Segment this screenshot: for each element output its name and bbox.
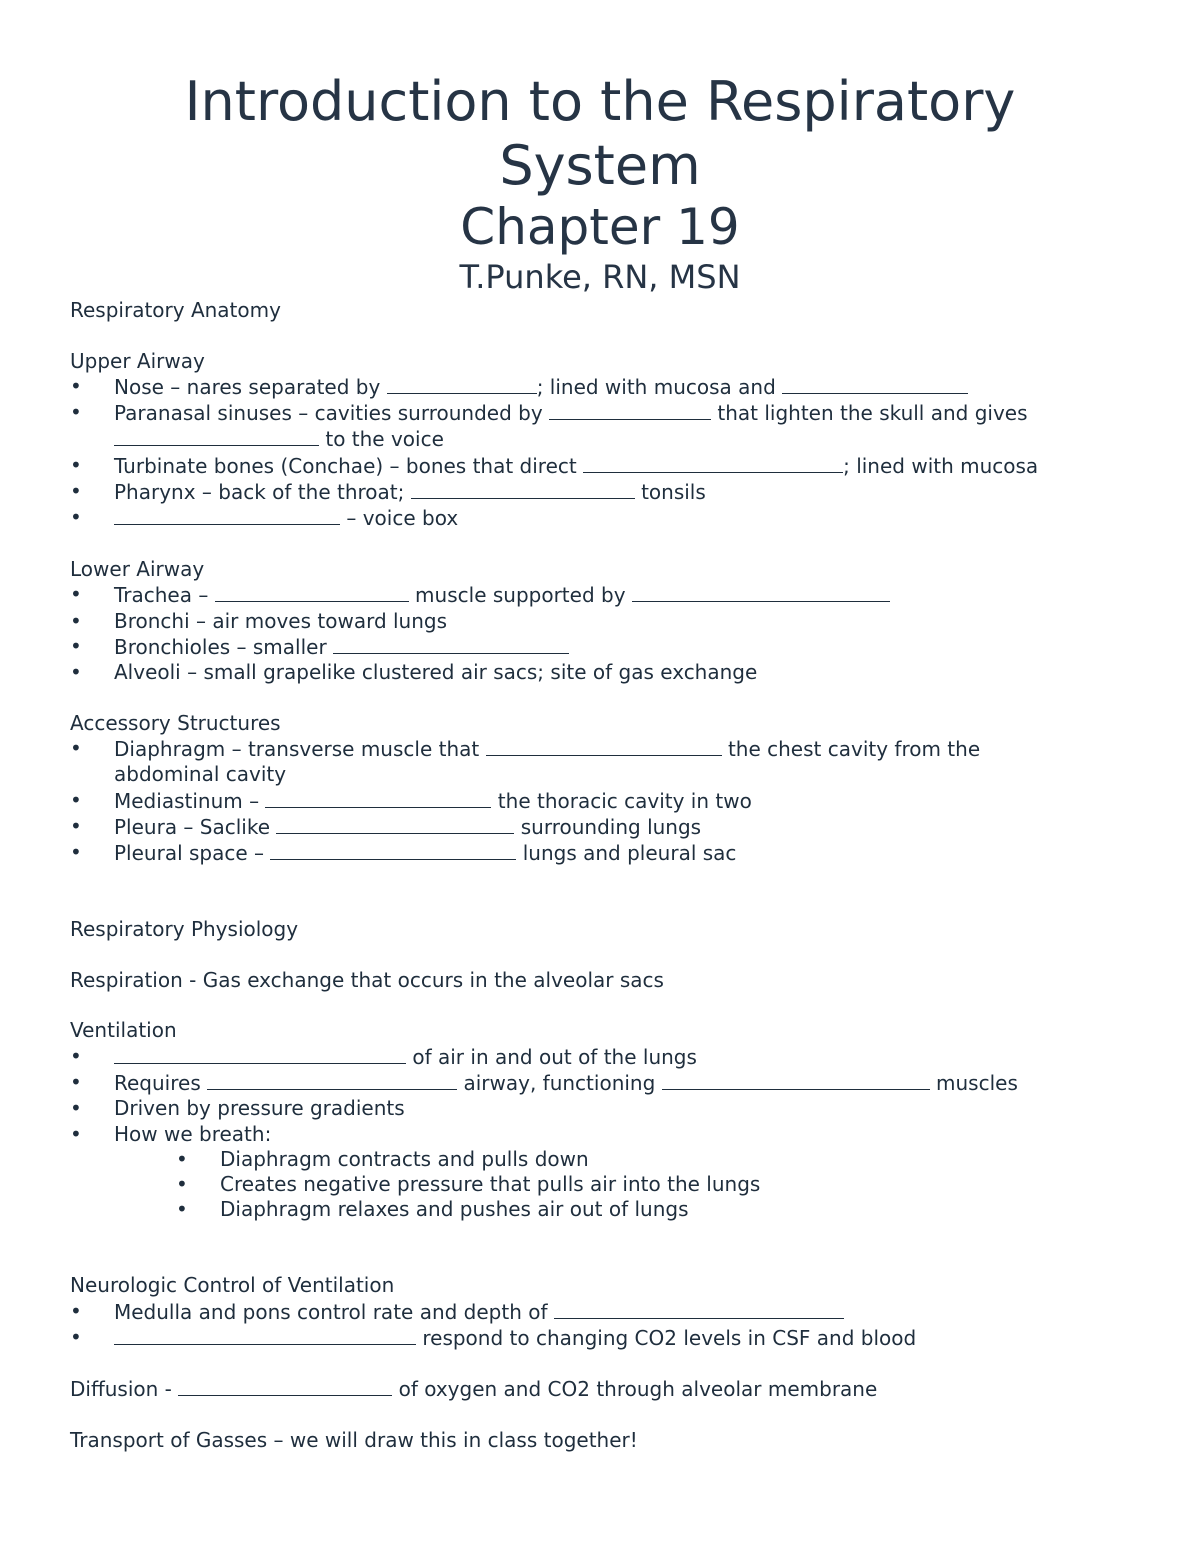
- list-item: • Mediastinum – the thoracic cavity in two: [70, 788, 1130, 814]
- sub-list-item: • Diaphragm relaxes and pushes air out of lungs: [70, 1197, 1130, 1222]
- list-item: • Pharynx – back of the throat; tonsils: [70, 479, 1130, 505]
- list-item: • Bronchi – air moves toward lungs: [70, 609, 1130, 634]
- subheading-upper-airway: Upper Airway: [70, 348, 205, 373]
- list-item: • Pleural space – lungs and pleural sac: [70, 840, 1130, 866]
- fill-blank[interactable]: [583, 453, 843, 473]
- fill-blank[interactable]: [178, 1376, 392, 1396]
- list-item: • Bronchioles – smaller: [70, 634, 1130, 660]
- fill-blank[interactable]: [215, 582, 409, 602]
- list-item: • Driven by pressure gradients: [70, 1096, 1130, 1121]
- fill-blank[interactable]: [411, 479, 635, 499]
- fill-blank[interactable]: [782, 374, 968, 394]
- list-item-continuation: abdominal cavity: [114, 762, 287, 787]
- transport-note: Transport of Gasses – we will draw this in class together!: [70, 1428, 638, 1453]
- sub-list-item: • Creates negative pressure that pulls air into the lungs: [70, 1172, 1130, 1197]
- list-item: • Alveoli – small grapelike clustered air sacs; site of gas exchange: [70, 660, 1130, 685]
- list-item: • Requires airway, functioning muscles: [70, 1070, 1130, 1096]
- title-line-1: Introduction to the Respiratory: [184, 70, 1016, 133]
- list-item: • Paranasal sinuses – cavities surrounded by that lighten the skull and gives: [70, 400, 1130, 426]
- subheading-ventilation: Ventilation: [70, 1018, 177, 1043]
- fill-blank[interactable]: [554, 1299, 844, 1319]
- list-item: • Turbinate bones (Conchae) – bones that direct ; lined with mucosa: [70, 453, 1130, 479]
- list-item: • Pleura – Saclike surrounding lungs: [70, 814, 1130, 840]
- author-line: T.Punke, RN, MSN: [459, 258, 741, 296]
- subheading-lower-airway: Lower Airway: [70, 556, 205, 581]
- list-item: • Nose – nares separated by ; lined with mucosa and: [70, 374, 1130, 400]
- list-item: • How we breath:: [70, 1122, 1130, 1147]
- sub-list-item: • Diaphragm contracts and pulls down: [70, 1147, 1130, 1172]
- diffusion-definition: Diffusion - of oxygen and CO2 through alveolar membrane: [70, 1377, 878, 1402]
- fill-blank[interactable]: [276, 814, 514, 834]
- list-item-continuation: to the voice: [70, 426, 1130, 452]
- fill-blank[interactable]: [632, 582, 890, 602]
- fill-blank[interactable]: [270, 840, 516, 860]
- respiration-definition: Respiration - Gas exchange that occurs in the alveolar sacs: [70, 967, 664, 992]
- fill-blank[interactable]: [265, 788, 491, 808]
- fill-blank[interactable]: [387, 374, 537, 394]
- list-item: • of air in and out of the lungs: [70, 1044, 1130, 1070]
- fill-blank[interactable]: [549, 400, 711, 420]
- subheading-accessory-structures: Accessory Structures: [70, 710, 281, 735]
- list-item: • Diaphragm – transverse muscle that the chest cavity from the: [70, 736, 1130, 762]
- fill-blank[interactable]: [333, 634, 569, 654]
- list-item: • respond to changing CO2 levels in CSF and blood: [70, 1325, 1130, 1351]
- fill-blank[interactable]: [486, 736, 722, 756]
- list-item: • Medulla and pons control rate and depth of: [70, 1299, 1130, 1325]
- fill-blank[interactable]: [114, 1044, 406, 1064]
- fill-blank[interactable]: [114, 426, 319, 446]
- fill-blank[interactable]: [114, 505, 340, 525]
- section-heading-anatomy: Respiratory Anatomy: [70, 298, 281, 322]
- list-item: • – voice box: [70, 505, 1130, 531]
- title-line-2: System: [499, 134, 701, 197]
- fill-blank[interactable]: [207, 1070, 457, 1090]
- page-title: [0, 70, 1200, 198]
- fill-blank[interactable]: [114, 1325, 416, 1345]
- section-heading-physiology: Respiratory Physiology: [70, 917, 299, 942]
- fill-blank[interactable]: [662, 1070, 930, 1090]
- subheading-neurologic-control: Neurologic Control of Ventilation: [70, 1273, 395, 1298]
- chapter-heading: Chapter 19: [460, 198, 740, 256]
- list-item: • Trachea – muscle supported by: [70, 582, 1130, 608]
- worksheet-body: [70, 298, 1130, 1453]
